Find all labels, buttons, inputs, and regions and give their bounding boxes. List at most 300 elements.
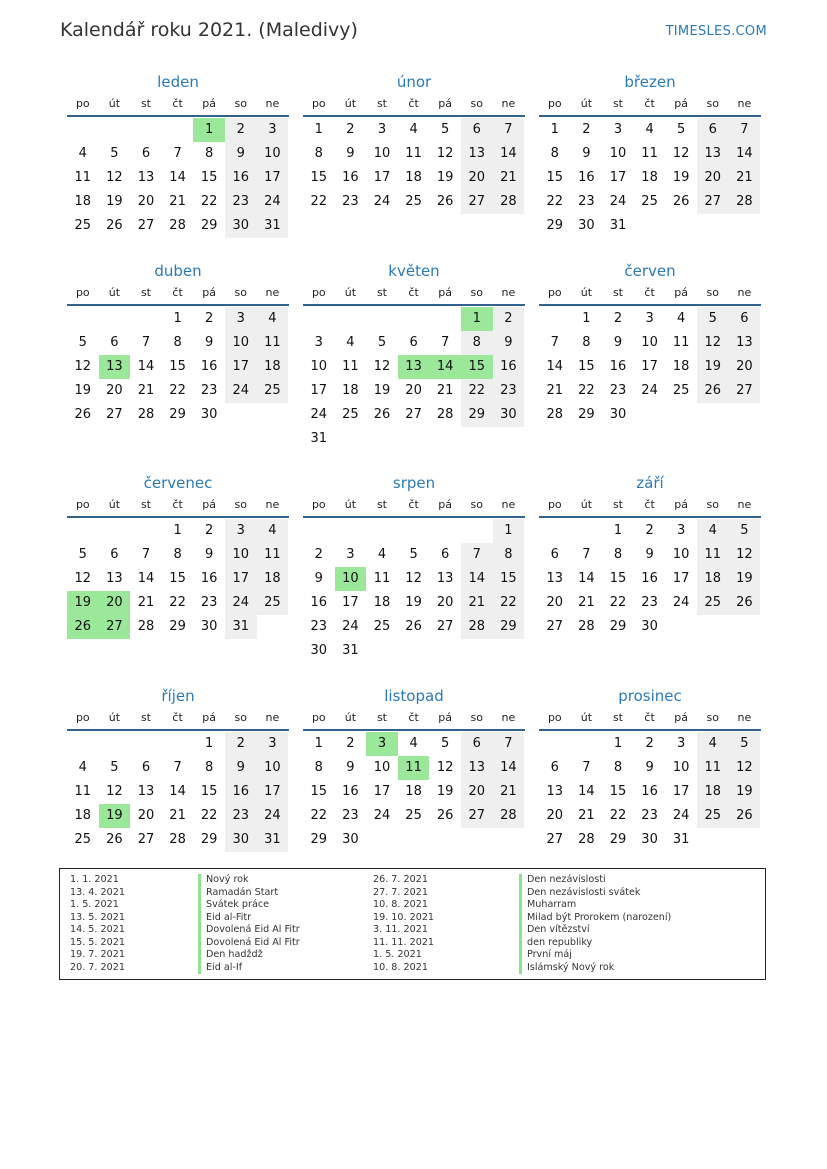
weekday-label: st xyxy=(140,97,151,110)
month-name: říjen xyxy=(161,687,195,705)
weekday-label: st xyxy=(376,711,387,724)
week-row xyxy=(67,828,289,852)
day-cell: 2 xyxy=(613,311,623,326)
month-name: červen xyxy=(624,262,676,280)
weekday-label: čt xyxy=(172,711,183,724)
weekday-label: pá xyxy=(674,711,689,724)
day-cell: 18 xyxy=(697,780,729,804)
day-cell: 18 xyxy=(641,170,658,185)
day-cell: 28 xyxy=(578,619,595,634)
holiday-date: 1. 5. 2021 xyxy=(70,899,119,910)
holiday-name: První máj xyxy=(519,949,671,962)
day-cell: 12 xyxy=(373,359,391,374)
day-cell: 2 xyxy=(314,547,323,562)
day-cell: 28 xyxy=(493,190,525,214)
day-cell: 15 xyxy=(200,170,218,185)
day-cell: 11 xyxy=(398,756,430,780)
day-cell: 18 xyxy=(405,170,422,185)
holiday-date: 1. 1. 2021 xyxy=(70,874,119,885)
day-cell: 24 xyxy=(257,190,289,214)
day-cell: 20 xyxy=(137,808,155,823)
empty-day xyxy=(729,615,761,639)
day-cell: 14 xyxy=(137,359,155,374)
day-cell: 9 xyxy=(314,571,323,586)
holiday-date: 10. 8. 2021 xyxy=(373,961,428,973)
holiday-date: 27. 7. 2021 xyxy=(373,886,428,898)
day-cell: 29 xyxy=(310,832,328,847)
empty-day xyxy=(398,307,430,331)
empty-day xyxy=(99,519,131,543)
week-row xyxy=(539,756,761,780)
day-cell: 24 xyxy=(225,591,257,615)
holiday-name: Islámský Nový rok xyxy=(519,962,671,975)
day-cell: 25 xyxy=(257,379,289,403)
week-row xyxy=(67,756,289,780)
day-cell: 16 xyxy=(342,170,359,185)
day-cell: 6 xyxy=(141,146,151,161)
holiday-name: Nový rok xyxy=(198,874,300,887)
day-cell: 14 xyxy=(578,571,595,586)
week-row xyxy=(303,732,525,756)
day-cell: 6 xyxy=(697,118,729,142)
day-cell: 7 xyxy=(173,146,182,161)
day-cell: 30 xyxy=(641,619,658,634)
day-cell: 10 xyxy=(373,760,391,775)
day-cell: 20 xyxy=(697,166,729,190)
day-cell: 11 xyxy=(697,543,729,567)
day-cell: 14 xyxy=(137,571,155,586)
weekday-label: ne xyxy=(265,498,280,511)
day-cell: 22 xyxy=(609,808,627,823)
day-cell: 3 xyxy=(257,118,289,142)
weekday-header xyxy=(303,93,525,115)
day-cell: 2 xyxy=(645,523,654,538)
weekday-label: út xyxy=(580,97,593,110)
day-cell: 4 xyxy=(78,760,87,775)
day-cell: 8 xyxy=(205,146,214,161)
week-row xyxy=(303,166,525,190)
holiday-name: Milad být Prorokem (narození) xyxy=(519,912,671,925)
weekday-label: st xyxy=(612,711,623,724)
weekday-label: pá xyxy=(674,286,689,299)
day-cell: 27 xyxy=(546,619,564,634)
weekday-label: út xyxy=(344,97,357,110)
day-cell: 9 xyxy=(346,760,355,775)
day-cell: 26 xyxy=(74,407,92,422)
day-cell: 21 xyxy=(546,383,564,398)
weekday-label: ne xyxy=(265,286,280,299)
day-cell: 3 xyxy=(225,519,257,543)
weekday-label: so xyxy=(234,498,247,511)
weekday-label: po xyxy=(311,97,326,110)
day-cell: 19 xyxy=(729,567,761,591)
empty-day xyxy=(665,615,697,639)
day-cell: 28 xyxy=(169,832,186,847)
week-row xyxy=(539,591,761,615)
weekday-label: čt xyxy=(408,97,419,110)
header-divider xyxy=(303,304,525,306)
day-cell: 3 xyxy=(225,307,257,331)
day-cell: 25 xyxy=(405,194,422,209)
day-cell: 28 xyxy=(493,804,525,828)
week-row xyxy=(67,355,289,379)
week-row xyxy=(303,639,525,663)
day-cell: 12 xyxy=(672,146,690,161)
day-cell: 25 xyxy=(697,804,729,828)
week-row xyxy=(67,615,289,639)
day-cell: 16 xyxy=(493,355,525,379)
day-cell: 16 xyxy=(310,595,328,610)
day-cell: 26 xyxy=(106,218,123,233)
day-cell: 29 xyxy=(200,832,218,847)
week-row xyxy=(539,379,761,403)
weekday-label: ne xyxy=(501,97,516,110)
day-cell: 12 xyxy=(405,571,422,586)
holiday-date: 14. 5. 2021 xyxy=(70,924,125,935)
holiday-date: 11. 11. 2021 xyxy=(373,936,435,948)
weekday-label: po xyxy=(75,711,90,724)
week-row xyxy=(303,142,525,166)
day-cell: 27 xyxy=(137,832,155,847)
holiday-date: 15. 5. 2021 xyxy=(70,936,125,948)
day-cell: 1 xyxy=(461,307,493,331)
week-row xyxy=(67,379,289,403)
day-cell: 11 xyxy=(257,543,289,567)
day-cell: 2 xyxy=(346,736,355,751)
day-cell: 9 xyxy=(205,547,214,562)
weekday-header xyxy=(303,494,525,516)
weekday-label: po xyxy=(547,286,562,299)
day-cell: 6 xyxy=(110,547,119,562)
day-cell: 22 xyxy=(169,595,186,610)
empty-day xyxy=(697,828,729,852)
empty-day xyxy=(366,427,398,451)
empty-day xyxy=(539,732,571,756)
day-cell: 16 xyxy=(641,571,658,586)
day-cell: 3 xyxy=(314,335,323,350)
day-cell: 1 xyxy=(193,118,225,142)
holiday-name: Eid al-If xyxy=(198,962,300,975)
month-září xyxy=(539,472,761,639)
day-cell: 19 xyxy=(672,170,690,185)
day-cell: 4 xyxy=(645,122,654,137)
day-cell: 27 xyxy=(99,615,131,639)
week-row xyxy=(303,379,525,403)
empty-day xyxy=(366,639,398,663)
day-cell: 4 xyxy=(409,122,418,137)
empty-day xyxy=(225,403,257,427)
day-cell: 25 xyxy=(405,808,422,823)
day-cell: 22 xyxy=(200,808,218,823)
day-cell: 16 xyxy=(200,359,218,374)
day-cell: 4 xyxy=(346,335,355,350)
empty-day xyxy=(99,307,131,331)
day-cell: 3 xyxy=(366,732,398,756)
day-cell: 19 xyxy=(405,595,422,610)
page-title: Kalendář roku 2021. (Maledivy) xyxy=(60,19,358,41)
day-cell: 19 xyxy=(729,780,761,804)
empty-day xyxy=(335,427,367,451)
day-cell: 8 xyxy=(314,146,323,161)
weekday-label: pá xyxy=(438,498,453,511)
day-cell: 21 xyxy=(729,166,761,190)
week-row xyxy=(67,166,289,190)
week-row xyxy=(303,331,525,355)
day-cell: 24 xyxy=(672,808,690,823)
week-row xyxy=(303,118,525,142)
day-cell: 13 xyxy=(461,756,493,780)
legend-dates-col-2 xyxy=(373,874,434,974)
holiday-legend xyxy=(59,868,766,980)
weekday-label: pá xyxy=(674,97,689,110)
empty-day xyxy=(162,118,194,142)
day-cell: 13 xyxy=(436,571,454,586)
empty-day xyxy=(697,214,729,238)
weekday-label: po xyxy=(311,498,326,511)
day-cell: 25 xyxy=(672,383,690,398)
day-cell: 7 xyxy=(729,118,761,142)
weekday-label: ne xyxy=(501,498,516,511)
day-cell: 3 xyxy=(377,122,387,137)
day-cell: 10 xyxy=(672,760,690,775)
week-row xyxy=(539,307,761,331)
day-cell: 26 xyxy=(697,379,729,403)
week-row xyxy=(67,519,289,543)
day-cell: 5 xyxy=(729,519,761,543)
day-cell: 12 xyxy=(106,170,123,185)
day-cell: 8 xyxy=(314,760,323,775)
weekday-label: pá xyxy=(202,498,217,511)
empty-day xyxy=(665,214,697,238)
day-cell: 21 xyxy=(578,808,595,823)
day-cell: 13 xyxy=(398,355,430,379)
day-cell: 26 xyxy=(405,619,422,634)
day-cell: 20 xyxy=(137,194,155,209)
weekday-label: po xyxy=(547,97,562,110)
day-cell: 19 xyxy=(436,784,454,799)
day-cell: 11 xyxy=(405,146,422,161)
empty-day xyxy=(697,403,729,427)
month-červenec xyxy=(67,472,289,639)
day-cell: 22 xyxy=(310,194,328,209)
day-cell: 14 xyxy=(429,355,461,379)
day-cell: 16 xyxy=(641,784,658,799)
day-cell: 11 xyxy=(641,146,658,161)
month-květen xyxy=(303,260,525,451)
day-cell: 11 xyxy=(697,756,729,780)
weekday-label: út xyxy=(108,286,121,299)
weekday-header xyxy=(67,282,289,304)
empty-day xyxy=(461,427,493,451)
day-cell: 15 xyxy=(310,170,328,185)
day-cell: 13 xyxy=(546,784,564,799)
day-cell: 27 xyxy=(461,804,493,828)
weekday-label: ne xyxy=(737,97,752,110)
day-cell: 20 xyxy=(546,595,564,610)
day-cell: 17 xyxy=(373,170,391,185)
day-cell: 3 xyxy=(613,122,623,137)
weekday-label: čt xyxy=(644,286,655,299)
day-cell: 12 xyxy=(729,756,761,780)
empty-day xyxy=(729,403,761,427)
day-cell: 20 xyxy=(461,166,493,190)
day-cell: 24 xyxy=(373,808,391,823)
weekday-label: út xyxy=(580,711,593,724)
day-cell: 12 xyxy=(436,760,454,775)
header-divider xyxy=(303,729,525,731)
week-row xyxy=(539,118,761,142)
day-cell: 1 xyxy=(314,122,323,137)
day-cell: 5 xyxy=(697,307,729,331)
day-cell: 10 xyxy=(373,146,391,161)
day-cell: 2 xyxy=(205,311,214,326)
holiday-name: Muharram xyxy=(519,899,671,912)
header-divider xyxy=(303,516,525,518)
week-row xyxy=(303,615,525,639)
empty-day xyxy=(366,519,398,543)
weekday-label: so xyxy=(234,711,247,724)
day-cell: 1 xyxy=(173,523,182,538)
month-březen xyxy=(539,71,761,238)
day-cell: 19 xyxy=(67,591,99,615)
day-cell: 24 xyxy=(641,383,658,398)
day-cell: 5 xyxy=(409,547,418,562)
day-cell: 5 xyxy=(729,732,761,756)
day-cell: 14 xyxy=(169,170,186,185)
holiday-name: Dovolená Eid Al Fitr xyxy=(198,937,300,950)
day-cell: 2 xyxy=(225,732,257,756)
day-cell: 30 xyxy=(342,832,359,847)
day-cell: 20 xyxy=(461,780,493,804)
weekday-label: po xyxy=(75,97,90,110)
empty-day xyxy=(634,403,666,427)
month-name: září xyxy=(636,474,664,492)
empty-day xyxy=(257,615,289,639)
day-cell: 24 xyxy=(672,595,690,610)
day-cell: 17 xyxy=(342,595,359,610)
legend-dates-col-1 xyxy=(70,874,125,974)
day-cell: 8 xyxy=(493,543,525,567)
day-cell: 25 xyxy=(257,591,289,615)
day-cell: 28 xyxy=(729,190,761,214)
weekday-label: st xyxy=(376,286,387,299)
day-cell: 13 xyxy=(137,170,155,185)
day-cell: 26 xyxy=(672,194,690,209)
day-cell: 26 xyxy=(729,804,761,828)
day-cell: 22 xyxy=(200,194,218,209)
day-cell: 10 xyxy=(335,567,367,591)
day-cell: 23 xyxy=(200,595,218,610)
weekday-label: so xyxy=(234,97,247,110)
day-cell: 23 xyxy=(310,619,328,634)
day-cell: 30 xyxy=(200,407,218,422)
legend-names-col-2 xyxy=(519,874,671,974)
empty-day xyxy=(398,639,430,663)
brand-link[interactable]: TIMESLES.COM xyxy=(665,24,767,39)
day-cell: 6 xyxy=(461,732,493,756)
empty-day xyxy=(335,307,367,331)
day-cell: 30 xyxy=(310,643,328,658)
weekday-label: so xyxy=(706,711,719,724)
month-prosinec xyxy=(539,685,761,852)
week-row xyxy=(303,190,525,214)
day-cell: 20 xyxy=(106,383,123,398)
day-cell: 22 xyxy=(493,591,525,615)
weekday-label: pá xyxy=(202,711,217,724)
day-cell: 28 xyxy=(546,407,564,422)
day-cell: 3 xyxy=(677,523,686,538)
day-cell: 6 xyxy=(409,335,418,350)
empty-day xyxy=(303,519,335,543)
empty-day xyxy=(67,118,99,142)
day-cell: 31 xyxy=(257,828,289,852)
day-cell: 15 xyxy=(310,784,328,799)
day-cell: 2 xyxy=(582,122,591,137)
weekday-label: út xyxy=(344,498,357,511)
empty-day xyxy=(493,828,525,852)
day-cell: 23 xyxy=(493,379,525,403)
day-cell: 5 xyxy=(78,335,87,350)
day-cell: 16 xyxy=(200,571,218,586)
day-cell: 16 xyxy=(578,170,595,185)
week-row xyxy=(67,331,289,355)
weekday-label: so xyxy=(470,286,483,299)
day-cell: 17 xyxy=(672,571,690,586)
empty-day xyxy=(303,307,335,331)
day-cell: 6 xyxy=(110,335,119,350)
day-cell: 10 xyxy=(609,146,627,161)
day-cell: 12 xyxy=(106,784,123,799)
day-cell: 17 xyxy=(225,567,257,591)
day-cell: 27 xyxy=(106,407,123,422)
day-cell: 21 xyxy=(578,595,595,610)
holiday-name: Den nezávislosti xyxy=(519,874,671,887)
day-cell: 29 xyxy=(546,218,564,233)
weekday-header xyxy=(67,93,289,115)
week-row xyxy=(539,142,761,166)
weekday-header xyxy=(303,282,525,304)
day-cell: 5 xyxy=(110,146,119,161)
day-cell: 17 xyxy=(373,784,391,799)
day-cell: 20 xyxy=(436,595,454,610)
day-cell: 27 xyxy=(461,190,493,214)
day-cell: 10 xyxy=(257,142,289,166)
day-cell: 31 xyxy=(257,214,289,238)
day-cell: 23 xyxy=(641,595,658,610)
holiday-date: 20. 7. 2021 xyxy=(70,961,125,973)
empty-day xyxy=(665,403,697,427)
holiday-date: 1. 5. 2021 xyxy=(373,949,422,960)
day-cell: 15 xyxy=(200,784,218,799)
day-cell: 16 xyxy=(225,780,257,804)
day-cell: 17 xyxy=(257,166,289,190)
day-cell: 4 xyxy=(677,311,686,326)
weekday-label: čt xyxy=(644,711,655,724)
day-cell: 18 xyxy=(405,784,422,799)
day-cell: 28 xyxy=(461,615,493,639)
month-name: červenec xyxy=(143,474,213,492)
week-row xyxy=(303,828,525,852)
holiday-name: Den vítězství xyxy=(519,924,671,937)
header-divider xyxy=(67,729,289,731)
month-červen xyxy=(539,260,761,427)
empty-day xyxy=(67,519,99,543)
week-row xyxy=(67,190,289,214)
holiday-name: den republiky xyxy=(519,937,671,950)
empty-day xyxy=(429,307,461,331)
day-cell: 24 xyxy=(609,194,627,209)
weekday-label: ne xyxy=(265,97,280,110)
